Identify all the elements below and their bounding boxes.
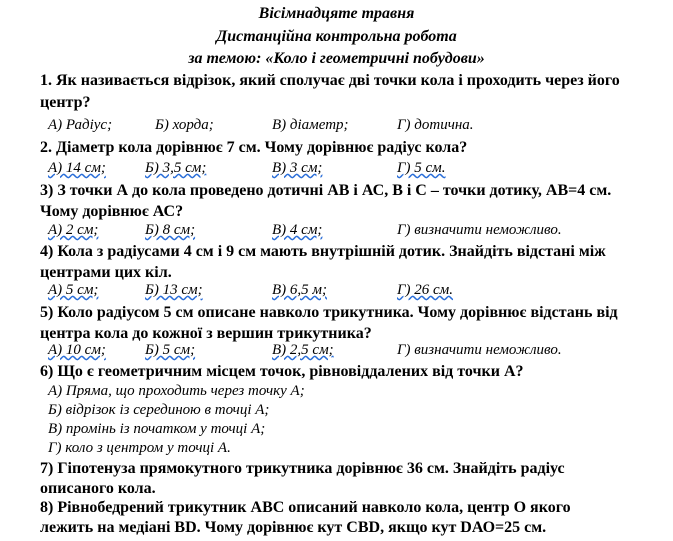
q2-option-b: Б) 3,5 см; [145, 160, 207, 176]
q4-option-a: А) 5 см; [48, 282, 99, 298]
question-1-line-1: 1. Як називається відрізок, який сполучає дві точки кола і проходить через його [40, 72, 620, 89]
q1-option-d: Г) дотична. [397, 117, 474, 133]
question-4-line-1: 4) Кола з радіусами 4 см і 9 см мають внутрішній дотик. Знайдіть відстані між [40, 243, 606, 260]
q5-option-a: А) 10 см; [48, 342, 106, 358]
question-3-line-2: Чому дорівнює АС? [40, 203, 184, 220]
q1-option-c: В) діаметр; [272, 117, 349, 133]
question-8-line-1: 8) Рівнобедрений трикутник АВС описаний навколо кола, центр О якого [40, 499, 571, 516]
q4-option-c: В) 6,5 м; [272, 282, 327, 298]
q3-option-a: А) 2 см; [48, 222, 99, 238]
q5-option-d: Г) визначити неможливо. [397, 342, 562, 358]
question-4-line-2: центрами цих кіл. [40, 264, 172, 281]
q4-option-d: Г) 26 см. [397, 282, 454, 298]
question-8-line-2: лежить на медіані ВD. Чому дорівнює кут СВD, якщо кут DАО=25 см. [40, 519, 547, 536]
q2-option-d: Г) 5 см. [397, 160, 446, 176]
q6-option-b: Б) відрізок із серединою в точці А; [48, 402, 270, 418]
question-3-line-1: 3) З точки А до кола проведено дотичні АВ і АС, В і С – точки дотику, АВ=4 см. [40, 182, 612, 199]
question-2: 2. Діаметр кола дорівнює 7 см. Чому дорівнює радіус кола? [40, 139, 468, 156]
q2-option-c: В) 3 см; [272, 160, 323, 176]
q1-option-a: А) Радіус; [48, 117, 113, 133]
q3-option-b: Б) 8 см; [145, 222, 196, 238]
q4-option-b: Б) 13 см; [145, 282, 203, 298]
q3-option-d: Г) визначити неможливо. [397, 222, 562, 238]
question-5-line-1: 5) Коло радіусом 5 см описане навколо трикутника. Чому дорівнює відстань від [40, 304, 618, 321]
q5-option-b: Б) 5 см; [145, 342, 196, 358]
q5-option-c: В) 2,5 см; [272, 342, 334, 358]
header-work-type: Дистанційна контрольна робота [216, 28, 457, 45]
question-7-line-1: 7) Гіпотенуза прямокутного трикутника дорівнює 36 см. Знайдіть радіус [40, 460, 565, 477]
q6-option-a: А) Пряма, що проходить через точку А; [48, 383, 305, 399]
q3-option-c: В) 4 см; [272, 222, 323, 238]
q6-option-c: В) промінь із початком у точці А; [48, 421, 266, 437]
question-7-line-2: описаного кола. [40, 480, 156, 497]
q1-option-b: Б) хорда; [155, 117, 214, 133]
question-6: 6) Що є геометричним місцем точок, рівновіддалених від точки А? [40, 363, 524, 380]
question-5-line-2: центра кола до кожної з вершин трикутника? [40, 325, 372, 342]
q2-option-a: А) 14 см; [48, 160, 106, 176]
question-1-line-2: центр? [40, 94, 91, 111]
header-date: Вісімнадцяте травня [258, 5, 415, 22]
q6-option-d: Г) коло з центром у точці А. [48, 440, 231, 456]
q6-options-list [48, 382, 305, 458]
header-topic: за темою: «Коло і геометричні побудови» [188, 50, 485, 67]
